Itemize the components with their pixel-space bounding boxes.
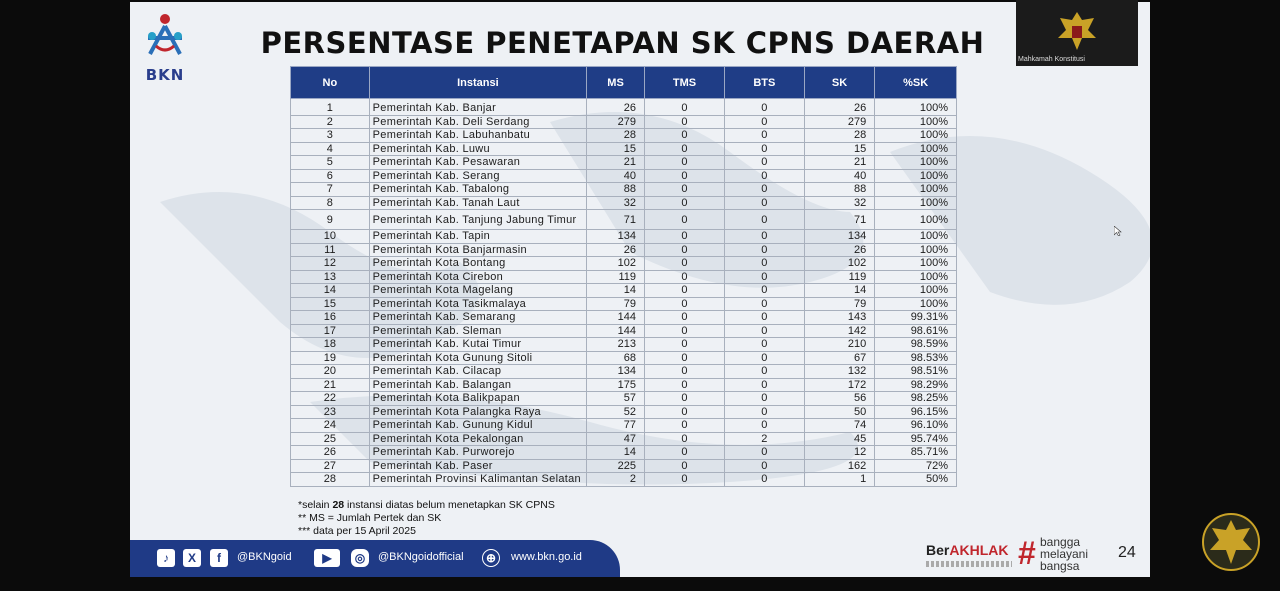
table-row	[291, 230, 957, 244]
table-row	[291, 284, 957, 298]
hash-icon: #	[1018, 535, 1036, 571]
table-cell: 72%	[875, 459, 957, 473]
table-cell: 0	[645, 297, 725, 311]
table-cell: Pemerintah Kota Magelang	[369, 284, 586, 298]
table-cell: 99.31%	[875, 311, 957, 325]
bkn-logo	[138, 10, 192, 84]
table-cell: 7	[291, 183, 370, 197]
table-cell: 14	[291, 284, 370, 298]
table-cell: 12	[804, 446, 874, 460]
table-cell: 20	[291, 365, 370, 379]
table-cell: Pemerintah Kab. Gunung Kidul	[369, 419, 586, 433]
table-cell: 100%	[875, 129, 957, 143]
table-cell: 225	[587, 459, 645, 473]
sk-table	[290, 66, 957, 487]
table-cell: 100%	[875, 297, 957, 311]
table-cell: 0	[645, 257, 725, 271]
table-row	[291, 210, 957, 230]
table-cell: Pemerintah Kab. Balangan	[369, 378, 586, 392]
table-cell: 143	[804, 311, 874, 325]
table-cell: 79	[804, 297, 874, 311]
table-cell: 0	[724, 446, 804, 460]
table-cell: 79	[587, 297, 645, 311]
berakhlak-tagline	[926, 561, 1012, 567]
table-cell: 0	[645, 169, 725, 183]
table-cell: 0	[645, 419, 725, 433]
table-cell: 13	[291, 270, 370, 284]
table-cell: 17	[291, 324, 370, 338]
table-cell: Pemerintah Kab. Purworejo	[369, 446, 586, 460]
table-row	[291, 378, 957, 392]
table-cell: 98.29%	[875, 378, 957, 392]
table-row	[291, 311, 957, 325]
table-cell: Pemerintah Kab. Banjar	[369, 99, 586, 116]
table-cell: 28	[587, 129, 645, 143]
table-cell: 15	[291, 297, 370, 311]
table-cell: 0	[724, 473, 804, 487]
table-cell: 27	[291, 459, 370, 473]
table-cell: 18	[291, 338, 370, 352]
table-cell: 0	[724, 156, 804, 170]
table-row	[291, 446, 957, 460]
x-icon: X	[183, 549, 201, 567]
table-cell: 0	[724, 351, 804, 365]
table-cell: 26	[587, 99, 645, 116]
table-cell: Pemerintah Kab. Tabalong	[369, 183, 586, 197]
table-cell: 68	[587, 351, 645, 365]
table-cell: 100%	[875, 115, 957, 129]
table-cell: 32	[587, 196, 645, 210]
table-cell: 15	[587, 142, 645, 156]
table-cell: 28	[291, 473, 370, 487]
bangga-text	[1040, 536, 1088, 572]
table-cell: 119	[804, 270, 874, 284]
table-cell: 100%	[875, 284, 957, 298]
table-cell: 1	[804, 473, 874, 487]
table-cell: 77	[587, 419, 645, 433]
table-row	[291, 297, 957, 311]
note-1	[298, 499, 555, 512]
table-cell: 144	[587, 311, 645, 325]
col-header: MS	[587, 67, 645, 99]
youtube-icon: ▶	[314, 549, 340, 567]
table-cell: 23	[291, 405, 370, 419]
instagram-icon: ◎	[351, 549, 369, 567]
table-cell: 98.25%	[875, 392, 957, 406]
table-cell: 95.74%	[875, 432, 957, 446]
col-header: TMS	[645, 67, 725, 99]
table-cell: 0	[724, 169, 804, 183]
page-number: 24	[1118, 544, 1136, 561]
table-cell: 213	[587, 338, 645, 352]
table-cell: 21	[587, 156, 645, 170]
table-cell: Pemerintah Kab. Semarang	[369, 311, 586, 325]
table-cell: Pemerintah Kota Tasikmalaya	[369, 297, 586, 311]
participant-video[interactable]	[1016, 0, 1138, 66]
table-cell: 0	[724, 378, 804, 392]
table-cell: Pemerintah Kab. Kutai Timur	[369, 338, 586, 352]
berakhlak-pre: Ber	[926, 542, 950, 558]
social-handle-2: @BKNgoidofficial	[378, 551, 464, 563]
table-cell: 0	[645, 270, 725, 284]
bangga-line: melayani	[1040, 547, 1089, 561]
table-row	[291, 419, 957, 433]
table-row	[291, 324, 957, 338]
table-cell: 71	[804, 210, 874, 230]
table-cell: 0	[724, 129, 804, 143]
table-cell: 26	[587, 243, 645, 257]
table-cell: Pemerintah Provinsi Kalimantan Selatan	[369, 473, 586, 487]
table-cell: Pemerintah Kota Gunung Sitoli	[369, 351, 586, 365]
table-cell: 100%	[875, 210, 957, 230]
table-row	[291, 156, 957, 170]
table-cell: 132	[804, 365, 874, 379]
table-cell: 28	[804, 129, 874, 143]
table-cell: 45	[804, 432, 874, 446]
table-cell: 102	[587, 257, 645, 271]
table-row	[291, 473, 957, 487]
table-cell: 0	[645, 446, 725, 460]
table-cell: 0	[645, 392, 725, 406]
table-cell: 0	[645, 351, 725, 365]
table-cell: 100%	[875, 183, 957, 197]
table-row	[291, 432, 957, 446]
table-row	[291, 183, 957, 197]
table-cell: 0	[645, 338, 725, 352]
table-cell: Pemerintah Kab. Sleman	[369, 324, 586, 338]
table-cell: 0	[724, 392, 804, 406]
table-cell: 12	[291, 257, 370, 271]
table-cell: 100%	[875, 99, 957, 116]
table-cell: 21	[291, 378, 370, 392]
table-cell: 0	[645, 196, 725, 210]
website-link: www.bkn.go.id	[511, 551, 582, 563]
table-cell: 100%	[875, 169, 957, 183]
table-cell: 2	[724, 432, 804, 446]
table-cell: 0	[645, 156, 725, 170]
table-cell: 0	[724, 196, 804, 210]
table-cell: 8	[291, 196, 370, 210]
col-header: %SK	[875, 67, 957, 99]
table-cell: 2	[291, 115, 370, 129]
table-cell: 0	[724, 365, 804, 379]
table-cell: 0	[724, 142, 804, 156]
table-cell: 47	[587, 432, 645, 446]
col-header: SK	[804, 67, 874, 99]
table-cell: 56	[804, 392, 874, 406]
table-cell: 134	[587, 230, 645, 244]
table-cell: 100%	[875, 243, 957, 257]
table-cell: 279	[804, 115, 874, 129]
table-cell: 1	[291, 99, 370, 116]
table-cell: 26	[804, 99, 874, 116]
table-cell: 142	[804, 324, 874, 338]
table-row	[291, 243, 957, 257]
table-cell: Pemerintah Kab. Deli Serdang	[369, 115, 586, 129]
bangga-melayani-logo	[1018, 534, 1108, 574]
table-body	[291, 99, 957, 487]
globe-icon: ⊕	[482, 549, 500, 567]
table-cell: 0	[724, 284, 804, 298]
table-cell: 52	[587, 405, 645, 419]
table-cell: 100%	[875, 156, 957, 170]
table-cell: 88	[804, 183, 874, 197]
table-cell: Pemerintah Kab. Tanah Laut	[369, 196, 586, 210]
table-cell: Pemerintah Kota Pekalongan	[369, 432, 586, 446]
table-cell: 0	[724, 230, 804, 244]
table-cell: 100%	[875, 196, 957, 210]
table-cell: 25	[291, 432, 370, 446]
table-cell: 0	[645, 378, 725, 392]
table-cell: 119	[587, 270, 645, 284]
table-cell: 0	[645, 183, 725, 197]
table-cell: 4	[291, 142, 370, 156]
table-cell: Pemerintah Kota Palangka Raya	[369, 405, 586, 419]
table-cell: 175	[587, 378, 645, 392]
table-cell: 0	[645, 405, 725, 419]
table-row	[291, 338, 957, 352]
table-cell: 134	[587, 365, 645, 379]
table-cell: 85.71%	[875, 446, 957, 460]
table-cell: 50%	[875, 473, 957, 487]
bangga-line: bangga	[1040, 535, 1081, 549]
note-text: instansi diatas belum menetapkan SK CPNS	[344, 499, 555, 511]
table-cell: 96.15%	[875, 405, 957, 419]
table-cell: 11	[291, 243, 370, 257]
table-cell: 100%	[875, 142, 957, 156]
table-cell: 16	[291, 311, 370, 325]
col-header: BTS	[724, 67, 804, 99]
table-row	[291, 142, 957, 156]
table-cell: 40	[587, 169, 645, 183]
table-cell: Pemerintah Kab. Luwu	[369, 142, 586, 156]
table-cell: 0	[724, 405, 804, 419]
table-cell: 74	[804, 419, 874, 433]
table-cell: 0	[645, 142, 725, 156]
table-cell: 2	[587, 473, 645, 487]
table-cell: 0	[645, 129, 725, 143]
garuda-emblem-icon	[1200, 512, 1262, 572]
table-cell: 14	[587, 446, 645, 460]
table-cell: 0	[724, 115, 804, 129]
table-cell: 14	[587, 284, 645, 298]
table-cell: 32	[804, 196, 874, 210]
table-cell: 10	[291, 230, 370, 244]
table-cell: 98.53%	[875, 351, 957, 365]
table-cell: 210	[804, 338, 874, 352]
presentation-slide	[130, 2, 1150, 577]
note-3: *** data per 15 April 2025	[298, 525, 416, 537]
table-cell: 0	[645, 432, 725, 446]
table-cell: 88	[587, 183, 645, 197]
table-cell: 6	[291, 169, 370, 183]
table-cell: 100%	[875, 257, 957, 271]
note-2: ** MS = Jumlah Pertek dan SK	[298, 512, 442, 524]
table-row	[291, 270, 957, 284]
table-cell: 0	[645, 473, 725, 487]
table-cell: 0	[724, 243, 804, 257]
table-cell: 5	[291, 156, 370, 170]
table-cell: 98.51%	[875, 365, 957, 379]
table-cell: 50	[804, 405, 874, 419]
table-cell: 22	[291, 392, 370, 406]
slide-title: PERSENTASE PENETAPAN SK CPNS DAERAH	[260, 26, 985, 60]
table-cell: 0	[645, 324, 725, 338]
table-cell: 15	[804, 142, 874, 156]
bangga-line: bangsa	[1040, 559, 1080, 573]
table-cell: 98.61%	[875, 324, 957, 338]
table-cell: 0	[724, 324, 804, 338]
table-row	[291, 257, 957, 271]
footer-bar	[130, 540, 620, 577]
table-cell: 24	[291, 419, 370, 433]
participant-name: Mahkamah Konstitusi	[1018, 56, 1085, 63]
table-cell: Pemerintah Kab. Paser	[369, 459, 586, 473]
table-cell: 0	[724, 311, 804, 325]
table-row	[291, 169, 957, 183]
table-cell: 0	[724, 297, 804, 311]
table-cell: Pemerintah Kab. Labuhanbatu	[369, 129, 586, 143]
table-row	[291, 99, 957, 116]
table-cell: 14	[804, 284, 874, 298]
table-cell: 57	[587, 392, 645, 406]
note-text: *selain	[298, 499, 333, 511]
table-row	[291, 392, 957, 406]
table-cell: Pemerintah Kab. Tapin	[369, 230, 586, 244]
table-row	[291, 115, 957, 129]
table-cell: Pemerintah Kota Bontang	[369, 257, 586, 271]
table-cell: Pemerintah Kab. Cilacap	[369, 365, 586, 379]
table-cell: 279	[587, 115, 645, 129]
table-cell: Pemerintah Kab. Serang	[369, 169, 586, 183]
table-cell: 67	[804, 351, 874, 365]
table-cell: 0	[724, 183, 804, 197]
table-header-row	[291, 67, 957, 99]
berakhlak-logo	[926, 542, 1008, 558]
table-cell: 102	[804, 257, 874, 271]
social-handle: @BKNgoid	[237, 551, 292, 563]
table-cell: 71	[587, 210, 645, 230]
table-cell: 0	[724, 338, 804, 352]
table-cell: 0	[645, 243, 725, 257]
note-bold: 28	[332, 499, 345, 511]
table-row	[291, 196, 957, 210]
table-cell: 0	[645, 99, 725, 116]
table-cell: 144	[587, 324, 645, 338]
table-cell: 0	[645, 115, 725, 129]
table-row	[291, 365, 957, 379]
table-cell: 0	[724, 257, 804, 271]
table-cell: 0	[724, 210, 804, 230]
table-cell: 96.10%	[875, 419, 957, 433]
logo-text: BKN	[145, 66, 185, 84]
table-cell: 0	[645, 230, 725, 244]
col-header: No	[291, 67, 370, 99]
facebook-icon: f	[210, 549, 228, 567]
cursor-icon	[1114, 226, 1122, 236]
table-cell: 100%	[875, 230, 957, 244]
table-cell: Pemerintah Kota Cirebon	[369, 270, 586, 284]
table-cell: 0	[724, 419, 804, 433]
table-cell: 134	[804, 230, 874, 244]
berakhlak-main: AKHLAK	[949, 542, 1009, 558]
table-cell: Pemerintah Kota Banjarmasin	[369, 243, 586, 257]
garuda-emblem-icon	[1054, 8, 1100, 54]
table-cell: 0	[645, 459, 725, 473]
table-cell: 98.59%	[875, 338, 957, 352]
table-cell: Pemerintah Kota Balikpapan	[369, 392, 586, 406]
col-header: Instansi	[369, 67, 586, 99]
table-row	[291, 459, 957, 473]
table-cell: 162	[804, 459, 874, 473]
table-row	[291, 351, 957, 365]
table-cell: 0	[645, 284, 725, 298]
table-cell: 0	[645, 311, 725, 325]
table-cell: 9	[291, 210, 370, 230]
table-cell: 26	[804, 243, 874, 257]
table-row	[291, 129, 957, 143]
table-cell: 3	[291, 129, 370, 143]
table-cell: 172	[804, 378, 874, 392]
table-cell: 0	[724, 459, 804, 473]
tiktok-icon: ♪	[157, 549, 175, 567]
table-cell: 26	[291, 446, 370, 460]
table-cell: Pemerintah Kab. Tanjung Jabung Timur	[369, 210, 586, 230]
table-cell: Pemerintah Kab. Pesawaran	[369, 156, 586, 170]
table-cell: 0	[645, 365, 725, 379]
table-row	[291, 405, 957, 419]
table-cell: 0	[724, 270, 804, 284]
footnotes	[298, 499, 555, 538]
bkn-logo-icon	[138, 10, 192, 66]
table-cell: 100%	[875, 270, 957, 284]
table-cell: 0	[724, 99, 804, 116]
table-cell: 0	[645, 210, 725, 230]
table-cell: 19	[291, 351, 370, 365]
table-cell: 21	[804, 156, 874, 170]
table-cell: 40	[804, 169, 874, 183]
